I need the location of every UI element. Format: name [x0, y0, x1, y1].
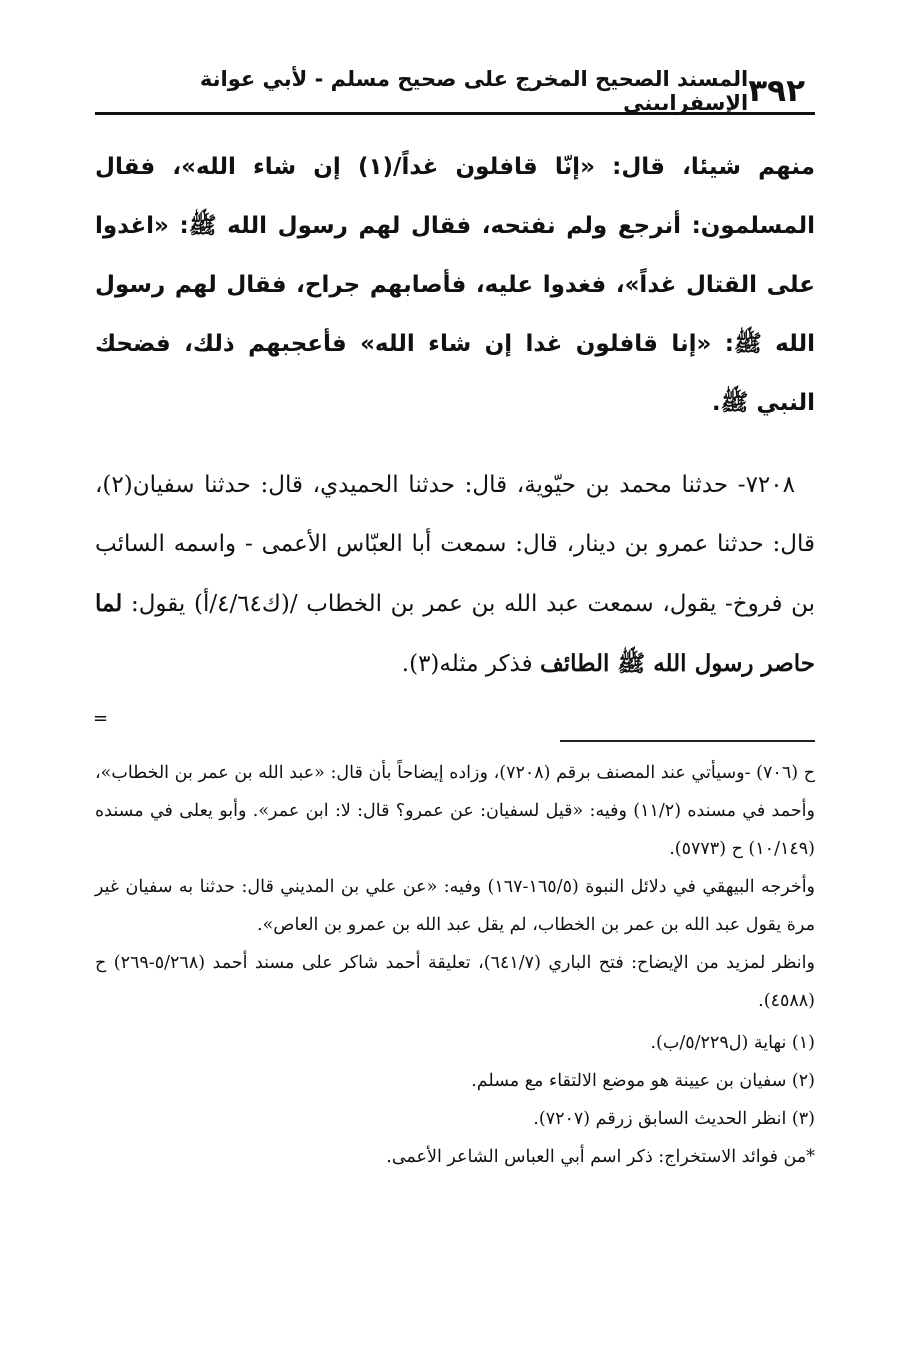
page [93, 67, 816, 1176]
footnote-line-3: وانظر لمزيد من الإيضاح: فتح الباري (٦٤١/٧)، تعليقة أحمد شاكر على مسند أحمد (٥/٢٦٨-٢٦٩) ح (٤٥٨٨). [95, 953, 815, 1011]
footnote-line-1: ح (٧٠٦) -وسيأتي عند المصنف برقم (٧٢٠٨)، وزاده إيضاحاً بأن قال: «عبد الله بن عمر بن الخطاب»، وأحمد في مسنده (١١/٢) وفيه: «قيل لسفيان: عن عمرو؟ قال: لا: ابن عمر». وأبو يعلى في مسنده (١٠/١٤٩) ح (٥٧٧٣). [95, 763, 815, 859]
footnote-1: (١) نهاية (ل٥/٢٢٩/ب). [650, 1033, 815, 1053]
continuation-mark: = [93, 708, 109, 729]
footnote-3: (٣) انظر الحديث السابق زرقم (٧٢٠٧). [533, 1109, 815, 1129]
running-title: المسند الصحيح المخرج على صحيح مسلم - لأبي عوانة الإسفراييني [199, 67, 749, 115]
footnote-line-2: وأخرجه البيهقي في دلائل النبوة (١٦٥/٥-١٦٧) وفيه: «عن علي بن المديني قال: حدثنا به سفيان غير مرة يقول عبد الله بن عمر بن الخطاب، لم يقل عبد الله بن عمرو بن العاص». [95, 877, 816, 935]
page-header [95, 67, 815, 115]
footnote-separator [560, 740, 815, 742]
main-text [95, 138, 815, 694]
hadith-7208-paragraph [95, 456, 815, 694]
hadith-7208-bold-text: لما حاصر رسول الله ﷺ الطائف [95, 590, 815, 677]
footnote-benefit: *من فوائد الاستخراج: ذكر اسم أبي العباس الشاعر الأعمى. [386, 1147, 815, 1167]
footnote-2: (٢) سفيان بن عيينة هو موضع الالتقاء مع مسلم. [471, 1071, 815, 1091]
hadith-7208-text: ٧٢٠٨- حدثنا محمد بن حيّوية، قال: حدثنا الحميدي، قال: حدثنا سفيان(٢)، قال: حدثنا عمرو بن دينار، قال: سمعت أبا العبّاس الأعمى - واسمه السائب بن فروخ- يقول، سمعت عبد الله بن عمر بن الخطاب /(ك٤/٦٤/أ) يقول: [95, 472, 815, 617]
hadith-continuation-paragraph: منهم شيئا، قال: «إنّا قافلون غداً/(١) إن شاء الله»، فقال المسلمون: أنرجع ولم نفتحه، فقال لهم رسول الله ﷺ: «اغدوا على القتال غداً»، فغدوا عليه، فأصابهم جراح، فقال لهم رسول الله ﷺ: «إنا قافلون غدا إن شاء الله» فأعجبهم ذلك، فضحك النبي ﷺ. [95, 154, 815, 416]
page-number: ٣٩٢ [748, 73, 805, 109]
footnotes [95, 754, 815, 1176]
hadith-7208-tail: فذكر مثله(٣). [401, 651, 540, 677]
